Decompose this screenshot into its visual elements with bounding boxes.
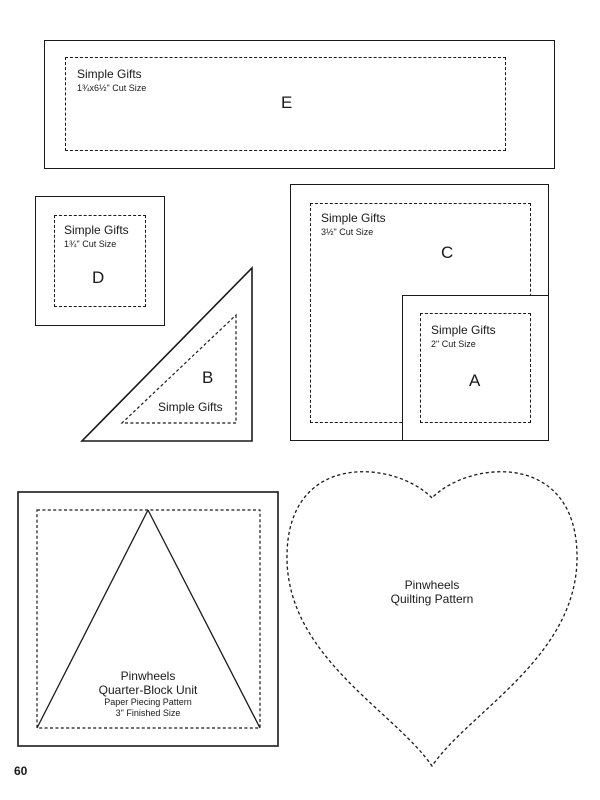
page-number: 60 (14, 764, 28, 778)
template-c-title: Simple Gifts (321, 211, 386, 225)
template-a-cut-size: 2" Cut Size (431, 339, 476, 349)
template-d-cut-size: 1¾" Cut Size (64, 239, 117, 249)
template-b-title: Simple Gifts (158, 400, 223, 414)
heart-label (372, 578, 492, 606)
template-c-cut-size: 3½" Cut Size (321, 227, 374, 237)
template-e-letter: E (281, 93, 293, 112)
quarter-block-title: Pinwheels (120, 669, 176, 683)
template-b-letter: B (202, 368, 214, 387)
template-d-title: Simple Gifts (64, 223, 129, 237)
heart-subtitle: Quilting Pattern (390, 592, 474, 606)
template-e-cut-size: 1¾x6½" Cut Size (77, 83, 147, 93)
heart-title: Pinwheels (404, 578, 460, 592)
quarter-block-finished-size: 3" Finished Size (115, 708, 181, 718)
template-b-outline (82, 268, 252, 441)
quarter-block-label (68, 669, 228, 719)
template-d-letter: D (92, 268, 105, 287)
quarter-block-subtitle: Quarter-Block Unit (98, 683, 198, 697)
template-c-letter: C (441, 243, 454, 262)
quarter-block-pattern-type: Paper Piecing Pattern (104, 697, 192, 707)
template-a-title: Simple Gifts (431, 323, 496, 337)
template-a-letter: A (469, 371, 481, 390)
heart-quilting-outline (287, 472, 577, 766)
template-e-title: Simple Gifts (77, 67, 142, 81)
